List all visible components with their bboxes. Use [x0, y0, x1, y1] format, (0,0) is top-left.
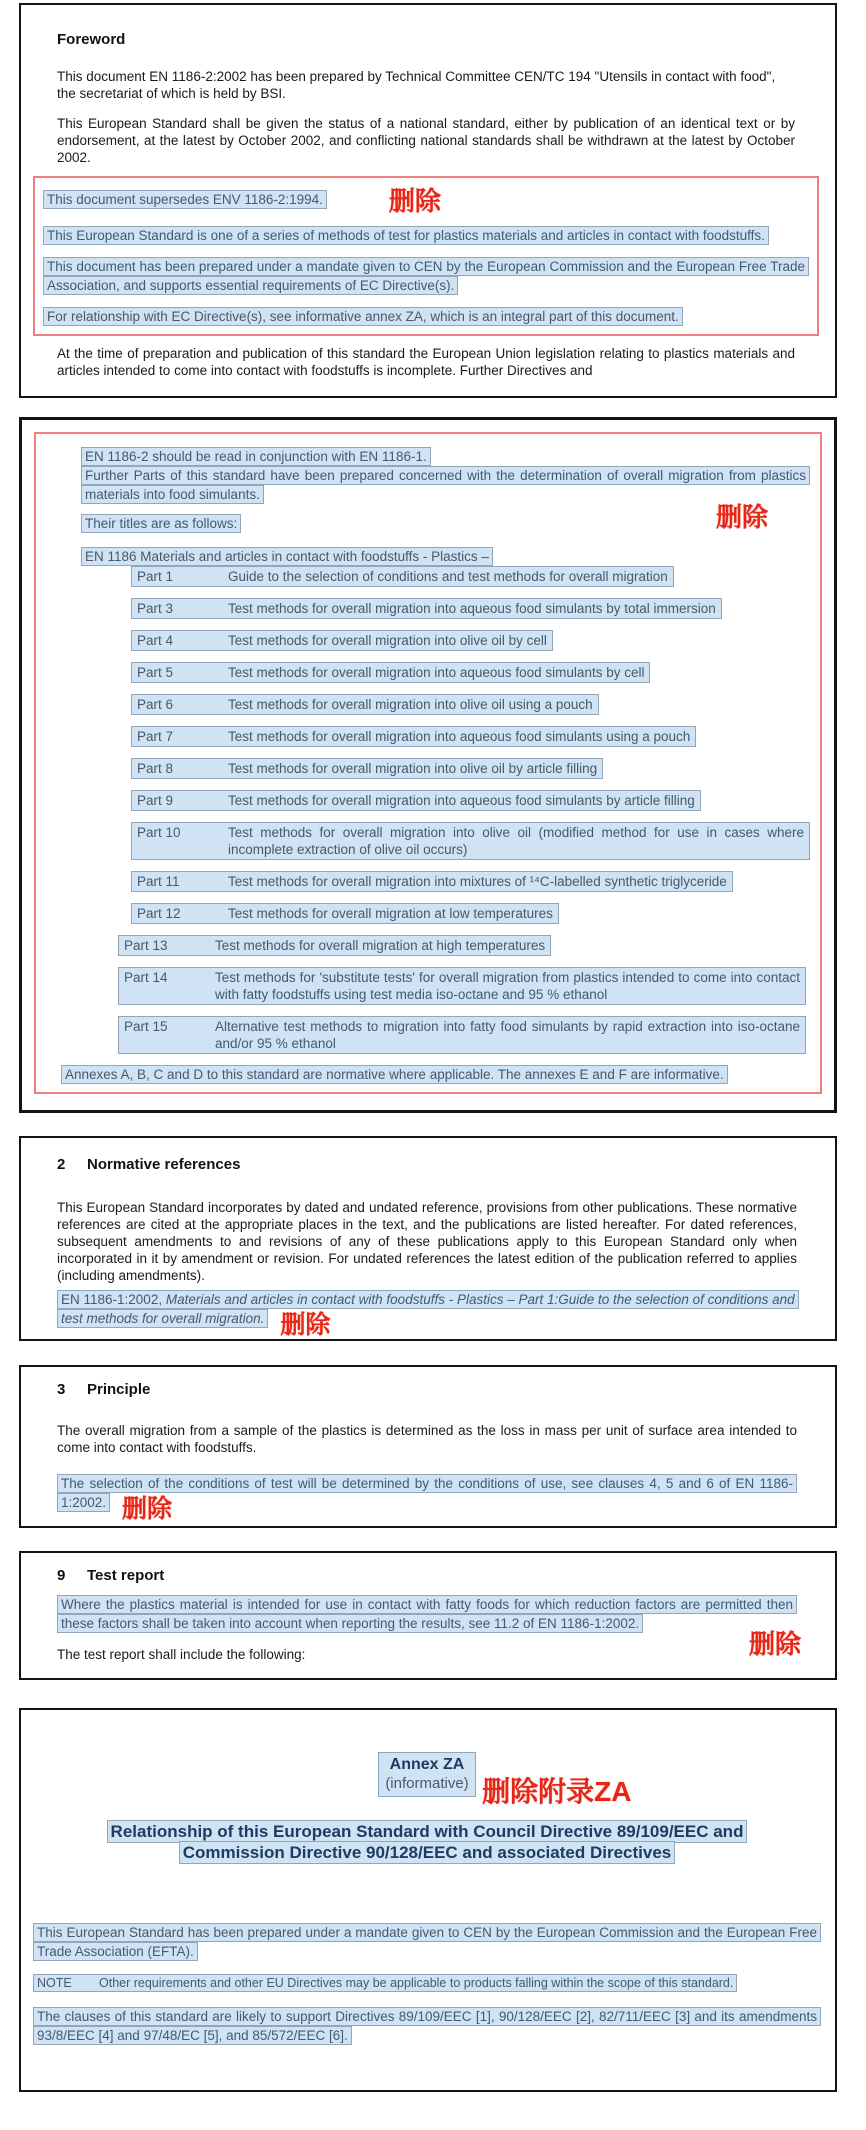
annex-za-box: [19, 1708, 837, 2092]
part-title: Test methods for overall migration into olive oil using a pouch: [228, 697, 593, 712]
annex-subtitle: (informative): [385, 1775, 469, 1792]
foreword-section-box: [19, 3, 837, 398]
part-number: Part 1: [137, 569, 174, 584]
delete-annex-annotation: 删除附录ZA: [482, 1776, 632, 1807]
section-number: 2: [57, 1156, 66, 1173]
part-number: Part 5: [137, 665, 174, 680]
annex-paragraph-2: [33, 2007, 821, 2045]
part-number: Part 12: [137, 906, 181, 921]
parts-intro-1: [81, 447, 810, 466]
deletion-red-box-parts: [34, 432, 822, 1094]
part-number: Part 8: [137, 761, 174, 776]
parts-intro-2: [81, 466, 810, 504]
part-title: Test methods for overall migration at low temperatures: [228, 906, 553, 921]
part-number: Part 6: [137, 697, 174, 712]
part-list-item: [131, 790, 701, 811]
deleted-passage: [43, 188, 809, 214]
section-title: Principle: [87, 1381, 151, 1398]
highlighted-text: Their titles are as follows:: [81, 514, 241, 533]
part-title: Alternative test methods to migration into fatty food simulants by rapid extraction into iso-octane and/or 95 % ethanol: [215, 1019, 800, 1051]
test-report-box: [19, 1551, 837, 1680]
normative-heading: [57, 1156, 797, 1173]
principle-box: [19, 1365, 837, 1528]
part-number: Part 14: [124, 970, 168, 985]
foreword-heading: Foreword: [57, 31, 126, 48]
foreword-paragraph-2: This European Standard shall be given the status of a national standard, either by publication of an identical text or by endorsement, at the latest by October 2002, and conflicting national standards shall be withdrawn at the latest by October 2002.: [57, 116, 795, 165]
highlighted-text: Relationship of this European Standard with Council Directive 89/109/EEC and Commission Directive 90/128/EEC and associated Directives: [107, 1820, 748, 1864]
deleted-passage: [57, 1474, 797, 1522]
note-label: NOTE: [37, 1975, 72, 1990]
deleted-reference: [57, 1290, 797, 1338]
normative-content: [21, 1138, 835, 1338]
part-number: Part 4: [137, 633, 174, 648]
part-number: Part 11: [137, 874, 180, 889]
deleted-passage: [43, 307, 809, 326]
highlighted-text: Annexes A, B, C and D to this standard are normative where applicable. The annexes E and F are informative.: [61, 1065, 728, 1084]
part-list-item: [131, 598, 722, 619]
part-number: Part 13: [124, 938, 168, 953]
test-report-paragraph: The test report shall include the following:: [57, 1647, 306, 1662]
highlighted-text: EN 1186-2 should be read in conjunction with EN 1186-1.: [81, 447, 431, 466]
section-number: 9: [57, 1567, 66, 1584]
annex-za-content: [21, 1710, 835, 2045]
part-list-item: [131, 822, 810, 860]
principle-paragraph: The overall migration from a sample of the plastics is determined as the loss in mass per unit of surface area intended to come into contact with foodstuffs.: [57, 1423, 797, 1455]
foreword-paragraph-1: This document EN 1186-2:2002 has been prepared by Technical Committee CEN/TC 194 "Utensils in contact with food", the secretariat of which is held by BSI.: [57, 69, 776, 101]
deletion-red-box-foreword: [33, 176, 819, 336]
part-list-item: [131, 566, 674, 587]
part-title: Guide to the selection of conditions and test methods for overall migration: [228, 569, 668, 584]
principle-content: [21, 1367, 835, 1522]
part-title: Test methods for overall migration into aqueous food simulants using a pouch: [228, 729, 691, 744]
annex-relationship-heading: [59, 1821, 795, 1863]
part-number: Part 7: [137, 729, 174, 744]
highlighted-text: The clauses of this standard are likely to support Directives 89/109/EEC [1], 90/128/EEC [2], 82/711/EEC [3] and its amendments 93/8/EEC [4] and 97/48/EC [5], and 85/572/EEC [6].: [33, 2007, 821, 2045]
reference-title: Materials and articles in contact with foodstuffs - Plastics – Part 1:Guide to the selection of conditions and test methods for overall migration.: [61, 1292, 795, 1326]
normative-paragraph: This European Standard incorporates by dated and undated reference, provisions from other publications. These normative references are cited at the appropriate places in the text, and the publications are listed hereafter. For dated references, subsequent amendments to and revisions of any of these publications apply to this European Standard only when incorporated in it by amendment or revision. For undated references the latest edition of the publication referred to applies (including amendments).: [57, 1200, 797, 1283]
part-title: Test methods for overall migration into aqueous food simulants by total immersion: [228, 601, 716, 616]
highlighted-text: EN 1186 Materials and articles in contact with foodstuffs - Plastics –: [81, 547, 493, 566]
note-text: Other requirements and other EU Directives may be applicable to products falling within the scope of this standard.: [99, 1975, 734, 1990]
part-list-item: [118, 967, 806, 1005]
part-list-item: [131, 726, 696, 747]
part-title: Test methods for overall migration into mixtures of ¹⁴C-labelled synthetic triglyceride: [228, 874, 727, 889]
part-list-item: [131, 871, 733, 892]
annex-title-highlight: [378, 1752, 475, 1797]
highlighted-text: Where the plastics material is intended for use in contact with fatty foods for which reduction factors are permitted then these factors shall be taken into account when reporting the results, see 11.2 of EN 1186-1:2002.: [57, 1595, 797, 1633]
annex-note: [33, 1974, 821, 1993]
annex-za-header: [33, 1752, 821, 1807]
normative-references-box: [19, 1136, 837, 1341]
part-number: Part 3: [137, 601, 174, 616]
part-title: Test methods for overall migration into olive oil by article filling: [228, 761, 598, 776]
part-list-item: [131, 694, 599, 715]
highlighted-text: This document supersedes ENV 1186-2:1994.: [43, 190, 327, 209]
parts-titles-line: [81, 514, 810, 533]
delete-annotation: 删除: [715, 502, 768, 532]
annexes-note: [61, 1065, 810, 1084]
part-list-item: [131, 903, 559, 924]
part-title: Test methods for overall migration into olive oil by cell: [228, 633, 547, 648]
test-report-content: [21, 1553, 835, 1678]
section-number: 3: [57, 1381, 66, 1398]
part-title: Test methods for overall migration into aqueous food simulants by article filling: [228, 793, 695, 808]
highlighted-text: This European Standard is one of a series of methods of test for plastics materials and articles in contact with foodstuffs.: [43, 226, 769, 245]
deleted-passage: [43, 257, 809, 295]
part-title: Test methods for overall migration at high temperatures: [215, 938, 546, 953]
part-list-item: [131, 758, 603, 779]
parts-series-title: [81, 547, 810, 566]
part-number: Part 9: [137, 793, 174, 808]
part-title: Test methods for overall migration into aqueous food simulants by cell: [228, 665, 645, 680]
delete-annotation: 删除: [280, 1311, 331, 1339]
foreword-paragraph-3: At the time of preparation and publication of this standard the European Union legislation relating to plastics materials and articles intended to come into contact with foodstuffs is incomplete. Further Directives and: [57, 346, 795, 378]
part-title: Test methods for overall migration into olive oil (modified method for use in cases where incomplete extraction of olive oil occurs): [228, 825, 804, 857]
part-title: Test methods for 'substitute tests' for overall migration from plastics intended to come into contact with fatty foodstuffs using test media iso-octane and 95 % ethanol: [215, 970, 800, 1002]
part-list-item: [131, 630, 553, 651]
parts-section-box: [19, 417, 837, 1113]
part-list-item: [118, 935, 551, 956]
highlighted-text: The selection of the conditions of test will be determined by the conditions of use, see clauses 4, 5 and 6 of EN 1186-1:2002.: [57, 1474, 797, 1512]
part-number: Part 15: [124, 1019, 168, 1034]
delete-annotation: 删除: [122, 1495, 173, 1523]
deleted-passage: [43, 226, 809, 245]
part-list-item: [131, 662, 650, 683]
highlighted-text: Further Parts of this standard have been prepared concerned with the determination of overall migration from plastics materials into food simulants.: [81, 466, 810, 504]
part-list-item: [118, 1016, 806, 1054]
annex-paragraph-1: [33, 1923, 821, 1961]
test-report-heading: [57, 1567, 797, 1584]
reference-designation: EN 1186-1:2002,: [61, 1292, 166, 1307]
deleted-passage: [57, 1595, 797, 1633]
part-number: Part 10: [137, 825, 181, 840]
highlighted-text: This European Standard has been prepared under a mandate given to CEN by the European Commission and the European Free Trade Association (EFTA).: [33, 1923, 821, 1961]
highlighted-text: [57, 1290, 799, 1328]
highlighted-text: For relationship with EC Directive(s), see informative annex ZA, which is an integral part of this document.: [43, 307, 683, 326]
section-title: Normative references: [87, 1156, 241, 1173]
principle-heading: [57, 1381, 797, 1398]
highlighted-text: This document has been prepared under a mandate given to CEN by the European Commission and the European Free Trade Association, and supports essential requirements of EC Directive(s).: [43, 257, 809, 295]
annex-title: Annex ZA: [389, 1756, 465, 1773]
section-title: Test report: [87, 1567, 165, 1584]
delete-annotation: 删除: [388, 186, 441, 216]
highlighted-text: [33, 1974, 737, 1992]
foreword-content: [21, 5, 835, 379]
delete-annotation: 删除: [748, 1629, 801, 1659]
